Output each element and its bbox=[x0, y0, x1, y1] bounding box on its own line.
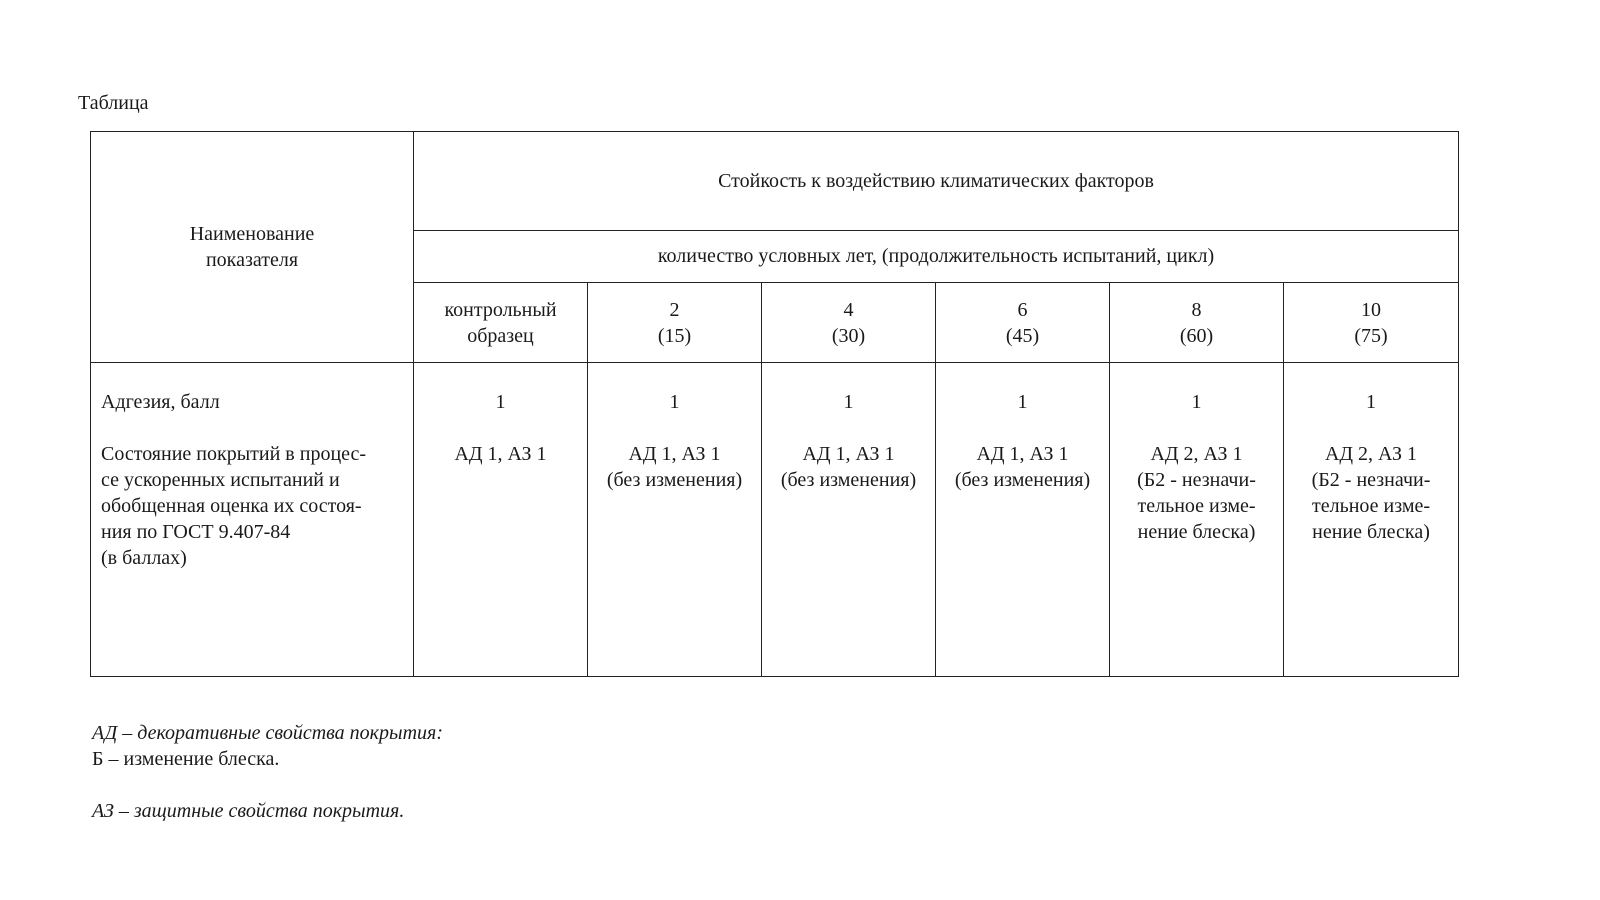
adhesion-value: 1 bbox=[843, 391, 854, 413]
table-cell bbox=[1284, 363, 1459, 677]
column-header-text: 2 (15) bbox=[657, 298, 692, 347]
table-cell bbox=[588, 363, 762, 677]
note-b: Б – изменение блеска. bbox=[92, 748, 280, 770]
adhesion-value: 1 bbox=[1017, 391, 1028, 413]
adhesion-value: 1 bbox=[1366, 391, 1376, 413]
header-group-text: Стойкость к воздействию климатических факторов bbox=[718, 169, 1154, 192]
header-subgroup bbox=[414, 231, 1459, 283]
indicator-labels-cell bbox=[91, 363, 414, 677]
legend-notes bbox=[92, 720, 443, 824]
adhesion-label: Адгезия, балл bbox=[101, 391, 220, 413]
column-header-text: 10 (75) bbox=[1354, 298, 1388, 347]
column-header-text: контрольный образец bbox=[444, 298, 557, 347]
column-header bbox=[1284, 283, 1459, 363]
column-header-text: 6 (45) bbox=[1005, 298, 1040, 347]
climate-resistance-table bbox=[90, 131, 1459, 677]
note-ad: АД – декоративные свойства покрытия: bbox=[92, 722, 443, 744]
column-header bbox=[762, 283, 936, 363]
condition-value: АД 2, АЗ 1 (Б2 - незначи- тельное изме- нение блеска) bbox=[1137, 443, 1256, 543]
header-indicator-name-text: Наименование показателя bbox=[189, 223, 315, 271]
header-indicator-name bbox=[91, 132, 414, 363]
header-group bbox=[414, 132, 1459, 231]
note-az: АЗ – защитные свойства покрытия. bbox=[92, 800, 405, 822]
table-cell bbox=[936, 363, 1110, 677]
column-header bbox=[1110, 283, 1284, 363]
condition-value: АД 1, АЗ 1 (без изменения) bbox=[780, 443, 917, 491]
column-header bbox=[936, 283, 1110, 363]
table-cell bbox=[762, 363, 936, 677]
column-header bbox=[588, 283, 762, 363]
column-header bbox=[414, 283, 588, 363]
condition-value: АД 1, АЗ 1 bbox=[454, 443, 547, 465]
header-subgroup-text: количество условных лет, (продолжительность испытаний, цикл) bbox=[657, 245, 1215, 267]
column-header-text: 4 (30) bbox=[831, 298, 866, 347]
adhesion-value: 1 bbox=[1191, 391, 1202, 413]
table-caption: Таблица bbox=[78, 92, 149, 114]
condition-label: Состояние покрытий в процес- се ускоренных испытаний и обобщенная оценка их состоя- ния по ГОСТ 9.407-84 (в баллах) bbox=[101, 443, 367, 569]
adhesion-value: 1 bbox=[495, 391, 506, 413]
condition-value: АД 1, АЗ 1 (без изменения) bbox=[606, 443, 743, 491]
table-cell bbox=[1110, 363, 1284, 677]
condition-value: АД 2, АЗ 1 (Б2 - незначи- тельное изме- нение блеска) bbox=[1311, 443, 1431, 543]
condition-value: АД 1, АЗ 1 (без изменения) bbox=[954, 443, 1091, 491]
column-header-text: 8 (60) bbox=[1179, 298, 1214, 347]
table-cell bbox=[414, 363, 588, 677]
adhesion-value: 1 bbox=[669, 391, 680, 413]
